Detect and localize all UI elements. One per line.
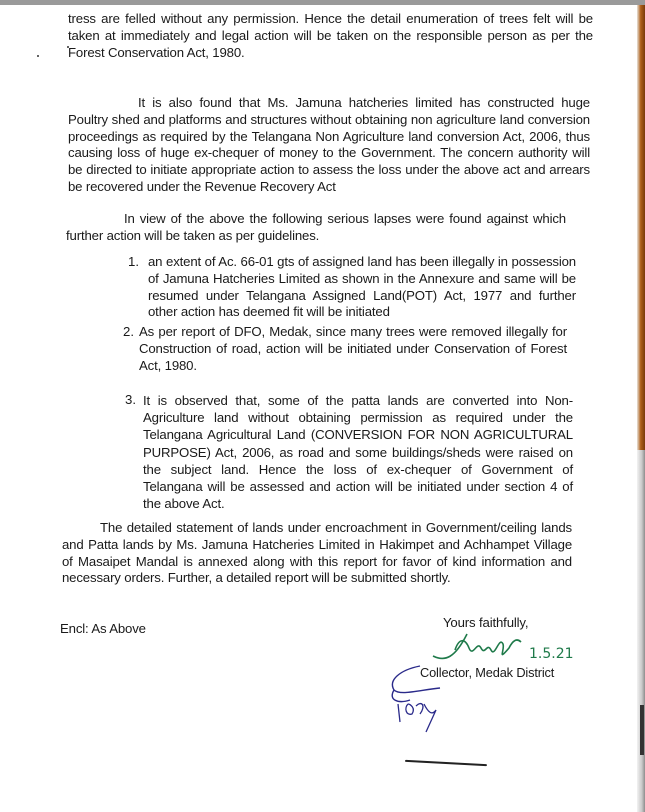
signature-date: 1.5.21 [529,646,574,662]
paragraph-trees-felled: tress are felled without any permission. Hence the detail enumeration of trees felt will be taken at immediately and legal action will be taken on the responsible person as per the Forest Conservation Act, 1980. [68,11,593,60]
scan-right-edge-mark [640,705,644,755]
paragraph-annexure-statement: The detailed statement of lands under encroachment in Government/ceiling lands and Patta lands by Ms. Jamuna Hatcheries Limited in Hakimpet and Achhampet Village of Masaipet Mandal is annexed along with this report for favor of kind information and necessary orders. Further, a detailed report will be submitted shortly. [62,520,572,586]
paragraph-serious-lapses: In view of the above the following serious lapses were found against which further action will be taken as per guidelines. [66,211,566,243]
list-number: 3. [125,392,136,407]
enclosure-note: Encl: As Above [60,621,146,636]
initials-signature [380,660,480,740]
designation: Collector, Medak District [420,665,555,680]
handwritten-underline [405,760,487,766]
scan-right-edge-lower [637,450,645,812]
list-number: 2. [123,324,134,339]
list-item-text: an extent of Ac. 66-01 gts of assigned land has been illegally in possession of Jamuna Hatcheries Limited as shown in the Annexure and same will be resumed under Telangana Assigned Land(POT) Act, 1977 and further other action has deemed fit will be initiated [148,254,576,320]
paragraph-poultry-shed: It is also found that Ms. Jamuna hatcheries limited has constructed huge Poultry shed and platforms and structures without obtaining non agriculture land conversion proceedings as required by the Telangana Non Agriculture land conversion Act, 2006, thus causing loss of huge ex-chequer of money to the Government. The concern authority will be directed to initiate appropriate action to assess the loss under the above act and arrears be recovered under the Revenue Recovery Act [68,95,590,194]
list-item-text: As per report of DFO, Medak, since many trees were removed illegally for Construction of road, action will be initiated under Conservation of Forest Act, 1980. [139,324,567,373]
scan-speck [37,55,39,57]
list-number: 1. [128,254,139,269]
closing-salutation: Yours faithfully, [443,615,529,630]
list-item-text: It is observed that, some of the patta lands are converted into Non-Agriculture land without obtaining permission as required under the Telangana Agricultural Land (CONVERSION FOR NON AGRICULTURAL PURPOSE) Act, 2006, as road and some buildings/sheds were raised on the subject land. Hence the loss of ex-chequer of Government of Telangana will be assessed and action will be initiated under section 4 of the above Act. [143,393,573,512]
